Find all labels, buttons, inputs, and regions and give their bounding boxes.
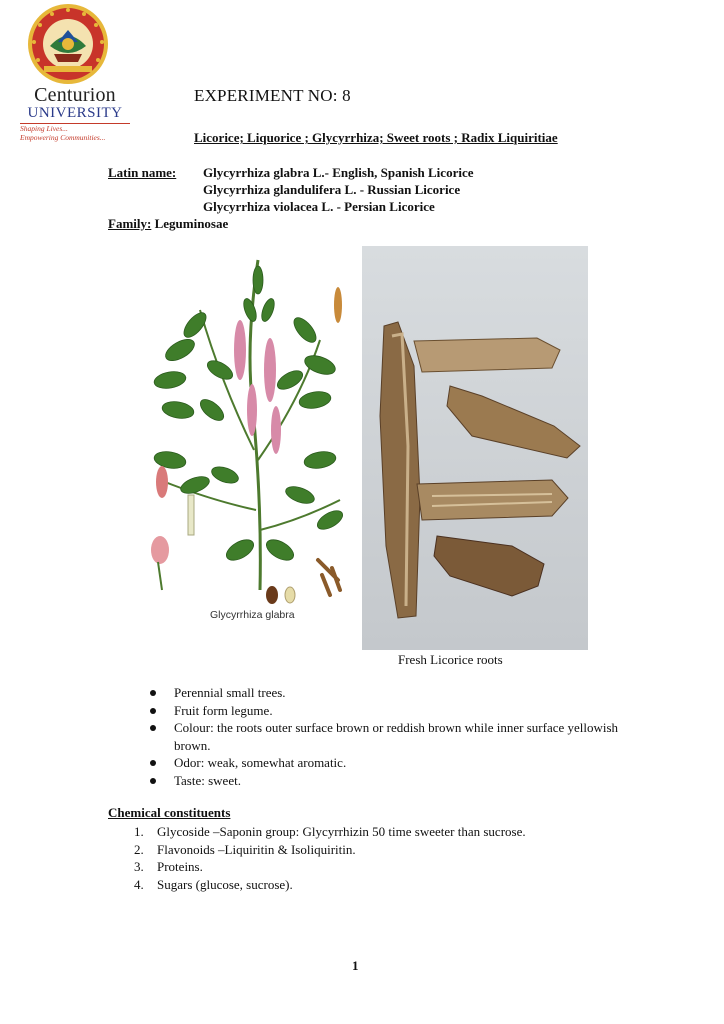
licorice-plant-icon: [140, 250, 350, 635]
list-item: Colour: the roots outer surface brown or reddish brown while inner surface yellowish brown.: [128, 719, 628, 754]
latin-entry: Glycyrrhiza glabra L.- English, Spanish Licorice: [203, 165, 474, 180]
logo-name: Centurion: [34, 84, 116, 106]
licorice-roots-icon: [362, 246, 588, 650]
plant-caption: Glycyrrhiza glabra: [210, 609, 295, 621]
roots-photo: [362, 246, 588, 650]
item-number: 2.: [134, 841, 144, 857]
latin-entry: Glycyrrhiza glandulifera L. - Russian Licorice: [203, 182, 461, 197]
list-item: Taste: sweet.: [128, 772, 628, 790]
experiment-title: EXPERIMENT NO: 8: [194, 86, 351, 105]
latin-name-label: Latin name:: [108, 165, 177, 180]
list-item: [128, 841, 648, 859]
logo-university: UNIVERSITY: [20, 105, 130, 124]
logo-tagline-1: Shaping Lives...: [20, 124, 68, 133]
item-text: Flavonoids –Liquiritin & Isoliquiritin.: [157, 841, 356, 857]
university-seal-icon: [14, 2, 126, 86]
family-row: [108, 216, 228, 232]
logo-tagline-2: Empowering Communities...: [20, 133, 106, 142]
page-number: 1: [352, 958, 359, 973]
item-text: Glycoside –Saponin group: Glycyrrhizin 50 time sweeter than sucrose.: [157, 824, 526, 839]
list-item: [128, 858, 648, 876]
list-item: Perennial small trees.: [128, 684, 628, 702]
item-number: 4.: [134, 876, 144, 892]
list-item: Fruit form legume.: [128, 702, 628, 720]
item-text: Sugars (glucose, sucrose).: [157, 876, 293, 892]
properties-list: [128, 684, 628, 789]
plant-illustration: [140, 250, 350, 635]
university-logo: [14, 2, 126, 142]
family-value: Leguminosae: [154, 216, 229, 231]
roots-caption: Fresh Licorice roots: [398, 652, 503, 667]
item-text: Proteins.: [157, 859, 203, 874]
chemical-list: [128, 823, 648, 893]
item-number: 3.: [134, 859, 144, 874]
list-item: Odor: weak, somewhat aromatic.: [128, 754, 628, 772]
family-label: Family:: [108, 216, 152, 231]
chemical-heading: Chemical constituents: [108, 805, 231, 820]
item-number: 1.: [134, 824, 144, 839]
list-item: [128, 876, 648, 894]
latin-name-row: [108, 165, 176, 181]
document-subtitle: Licorice; Liquorice ; Glycyrrhiza; Sweet roots ; Radix Liquiritiae: [194, 130, 558, 145]
list-item: [128, 823, 648, 841]
latin-entry: Glycyrrhiza violacea L. - Persian Licorice: [203, 199, 435, 214]
